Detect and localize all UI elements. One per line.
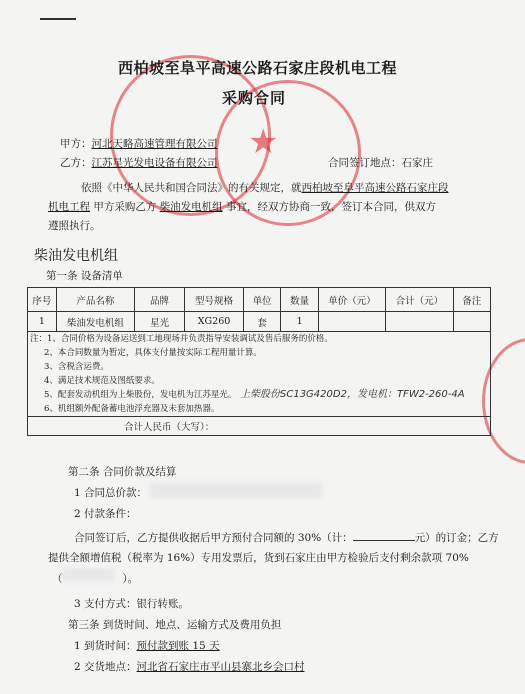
table-total-row xyxy=(28,417,491,436)
corner-mark xyxy=(40,18,76,20)
col-header: 备注 xyxy=(453,288,490,312)
clause2-item3: 3 支付方式：银行转账。 xyxy=(74,598,190,610)
intro-line1: 依照《中华人民共和国合同法》的有关规定，就西柏坡至阜平高速公路石家庄段 xyxy=(81,182,449,194)
table-row xyxy=(28,312,491,332)
cell: 1 xyxy=(28,312,57,332)
clause3-item1: 1 到货时间：预付款到账 15 天 xyxy=(74,640,220,652)
cell-redacted xyxy=(386,312,453,332)
cell: 星光 xyxy=(134,312,184,332)
sign-place: 合同签订地点：石家庄 xyxy=(328,157,433,169)
clause3-item2: 2 交货地点：河北省石家庄市平山县寨北乡会口村 xyxy=(74,661,305,673)
col-header: 型号规格 xyxy=(185,288,244,312)
redacted-amount xyxy=(62,568,114,582)
total-cell: 合计人民币（大写）： xyxy=(28,417,491,436)
clause1-title: 第一条 设备清单 xyxy=(46,270,123,282)
col-header: 合计（元） xyxy=(386,288,453,312)
cell: 柴油发电机组 xyxy=(56,312,134,332)
equipment-table xyxy=(27,287,491,436)
notes-cell: 注：1、合同价格为设备运送到工地现场并负责指导安装调试及售后服务的价格。 2、本合同数量为暂定，具体支付量按实际工程用量计算。 3、含税含运费。 4、满足技术规范及图纸要求。 5、配套发动机组为上柴股份，发电机为江苏星光。 上柴股份SC13G420D2，发电机：TFW2-260-4A 6、机组额外配备蓄电池浮充器及未套加热器。 xyxy=(28,332,491,417)
party-b: 乙方：江苏星光发电设备有限公司 xyxy=(60,157,218,169)
col-header: 序号 xyxy=(28,288,57,312)
seal-star-icon: ★ xyxy=(248,122,279,162)
party-a: 甲方：河北天略高速管理有限公司 xyxy=(60,138,218,150)
table-notes-row xyxy=(28,332,491,417)
col-header: 产品名称 xyxy=(56,288,134,312)
section-title: 柴油发电机组 xyxy=(34,248,118,264)
col-header: 数量 xyxy=(281,288,318,312)
cell: 1 xyxy=(281,312,318,332)
payment-line3: （ ）。 xyxy=(52,573,139,585)
clause2-item1: 1 合同总价款： xyxy=(74,487,148,499)
clause3-title: 第三条 到货时间、地点、运输方式及费用负担 xyxy=(68,619,282,631)
clause2-title: 第二条 合同价款及结算 xyxy=(68,466,177,478)
col-header: 品牌 xyxy=(134,288,184,312)
handwritten-model-note: 上柴股份SC13G420D2，发电机：TFW2-260-4A xyxy=(240,389,465,400)
contract-subtitle: 采购合同 xyxy=(222,89,287,107)
cell-redacted xyxy=(318,312,385,332)
clause2-item2: 2 付款条件： xyxy=(74,508,137,520)
col-header: 单价（元） xyxy=(318,288,385,312)
table-header-row xyxy=(28,288,491,312)
cell xyxy=(453,312,490,332)
intro-line3: 遵照执行。 xyxy=(48,220,101,232)
redacted-amount xyxy=(150,482,322,498)
cell: 套 xyxy=(243,312,280,332)
contract-title: 西柏坡至阜平高速公路石家庄段机电工程 xyxy=(118,59,398,77)
cell: XG260 xyxy=(185,312,244,332)
payment-line2: 提供全额增值税（税率为 16%）专用发票后，货到石家庄由甲方检验后支付剩余款项 70% xyxy=(48,552,469,564)
payment-line1: 合同签订后，乙方提供收据后甲方预付合同额的 30%（计： 元）的订金；乙方 xyxy=(74,532,499,544)
intro-line2: 机电工程 甲方采购乙方 柴油发电机组 事宜，经双方协商一致，签订本合同，供双方 xyxy=(48,201,437,213)
col-header: 单位 xyxy=(243,288,280,312)
